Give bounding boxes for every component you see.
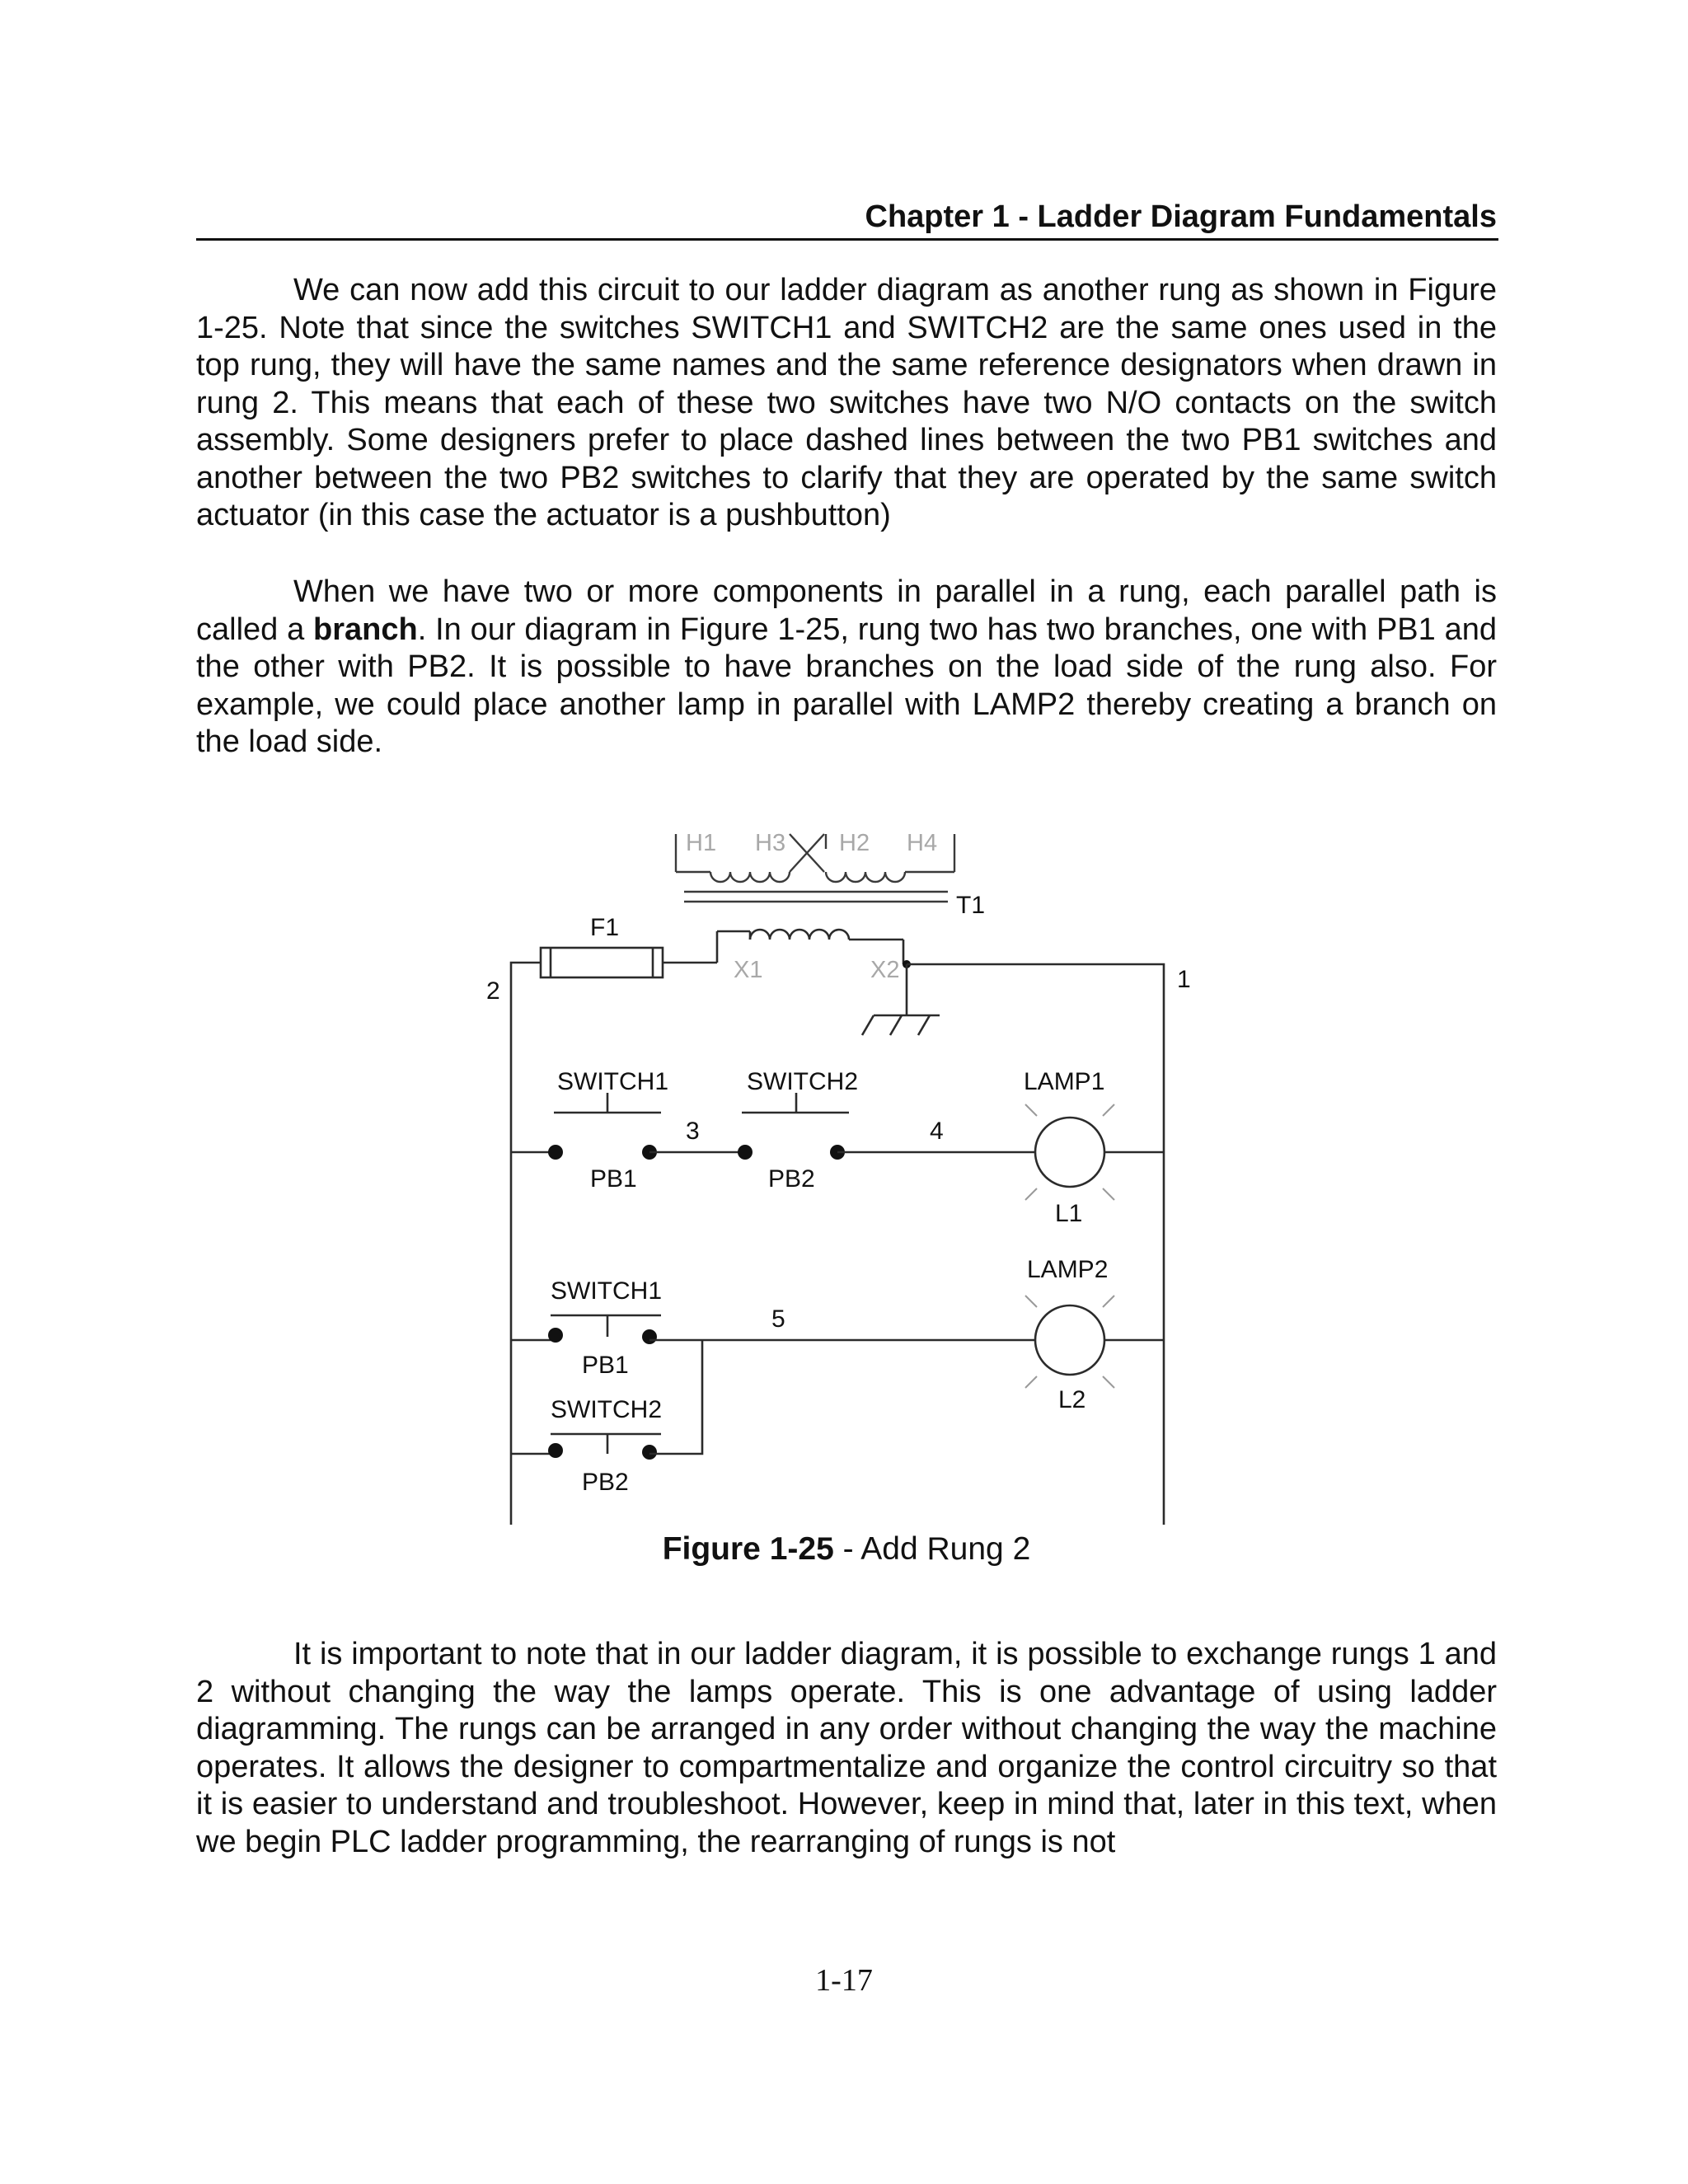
terminal-h4-label: H4 bbox=[907, 830, 938, 856]
rung1-pb2-label: PB2 bbox=[768, 1165, 815, 1193]
paragraph-1-text: We can now add this circuit to our ladder diagram as another rung as shown in Figure 1-25. Note that since the switches SWITCH1 and SWITCH2 are the same ones used in the top rung, they will have the same names and the same reference designators when drawn in rung 2. This means that each of these two switches have two N/O contacts on the switch assembly. Some designers prefer to place dashed lines between the two PB1 switches and another between the two PB2 switches to clarify that they are operated by the same switch actuator (in this case the actuator is a pushbutton) bbox=[196, 273, 1497, 532]
l2-label: L2 bbox=[1058, 1386, 1086, 1413]
rung2-pb1-label: PB1 bbox=[582, 1352, 629, 1379]
fuse-label: F1 bbox=[590, 914, 620, 941]
rung2-switch1-label: SWITCH1 bbox=[551, 1277, 662, 1305]
lamp1-symbol bbox=[1035, 1118, 1104, 1187]
paragraph-2-text-end: . In our diagram in Figure 1-25, rung two has two branches, one with PB1 and the other with PB2. It is possible to have branches on the load side of the rung also. For example, we could place another lamp in parallel with LAMP2 thereby creating a branch on the load side. bbox=[196, 612, 1497, 759]
wire-label-1: 1 bbox=[1177, 966, 1191, 993]
paragraph-3-text: It is important to note that in our ladder diagram, it is possible to exchange rungs 1 and 2 without changing the way the lamps operate. This is one advantage of using ladder diagramming. The rungs can be arranged in any order without changing the way the machine operates. It allows the designer to compartmentalize and organize the control circuitry so that it is easier to understand and troubleshoot. However, keep in mind that, later in this text, when we begin PLC ladder programming, the rearranging of rungs is not bbox=[196, 1637, 1497, 1859]
top-wire-right bbox=[907, 964, 1164, 1525]
terminal-x1-label: X1 bbox=[734, 957, 763, 983]
chapter-header: Chapter 1 - Ladder Diagram Fundamentals bbox=[865, 199, 1497, 234]
figure-caption-number: Figure 1-25 bbox=[662, 1531, 834, 1567]
paragraph-2-text-start: When we have two or more components in parallel in a rung, each parallel path is called a bbox=[196, 574, 1497, 647]
wire-label-3: 3 bbox=[686, 1118, 700, 1145]
wire-label-4: 4 bbox=[930, 1118, 944, 1145]
rung2-switch2-label: SWITCH2 bbox=[551, 1396, 662, 1423]
lamp1-label: LAMP1 bbox=[1024, 1068, 1105, 1095]
rung1-switch1-label: SWITCH1 bbox=[557, 1068, 668, 1095]
lamp2-symbol bbox=[1035, 1305, 1104, 1375]
top-wire-left bbox=[511, 963, 541, 1525]
terminal-h2-label: H2 bbox=[839, 830, 870, 856]
paragraph-3 bbox=[196, 1636, 1497, 1861]
page-number: 1-17 bbox=[815, 1963, 873, 1998]
rung1-switch2-label: SWITCH2 bbox=[747, 1068, 858, 1095]
wire-label-2: 2 bbox=[486, 977, 500, 1005]
fuse-symbol bbox=[541, 931, 717, 977]
figure-caption bbox=[196, 1529, 1497, 1570]
l1-label: L1 bbox=[1055, 1200, 1083, 1227]
term-branch: branch bbox=[313, 612, 418, 647]
lamp2-label: LAMP2 bbox=[1027, 1256, 1109, 1283]
terminal-h3-label: H3 bbox=[755, 830, 786, 856]
rung2-pb2-label: PB2 bbox=[582, 1469, 629, 1496]
rung1-pb1-label: PB1 bbox=[590, 1165, 637, 1193]
figure-caption-title: - Add Rung 2 bbox=[833, 1531, 1031, 1567]
wire-label-5: 5 bbox=[771, 1305, 785, 1333]
terminal-x2-label: X2 bbox=[870, 957, 900, 983]
transformer-label: T1 bbox=[956, 892, 986, 919]
terminal-h1-label: H1 bbox=[686, 830, 717, 856]
